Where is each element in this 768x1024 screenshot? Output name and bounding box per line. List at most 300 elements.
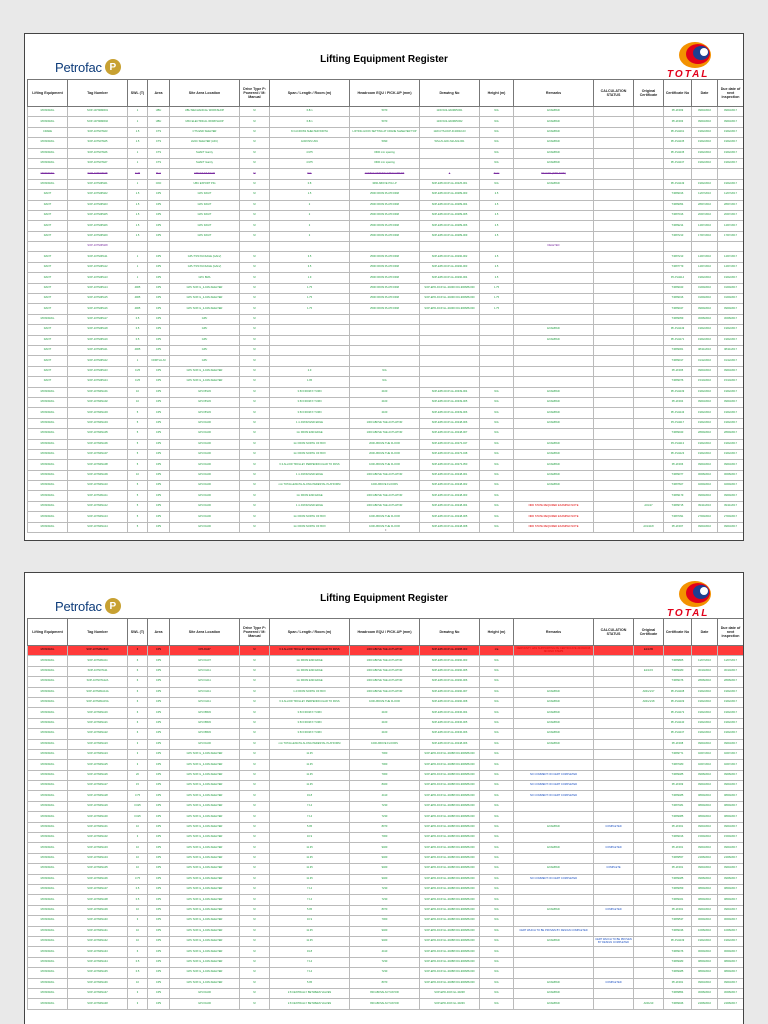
table-cell: N/A <box>480 491 514 501</box>
table-cell: EXAMPAD <box>514 988 594 998</box>
table-cell: GPU SOP-G_2-04N-SHELTER <box>170 781 240 791</box>
table-cell <box>594 283 634 293</box>
table-cell: N/A <box>480 677 514 687</box>
table-cell <box>514 273 594 283</box>
table-cell: PF-2F301 <box>664 905 692 915</box>
table-cell <box>420 377 480 387</box>
table-cell: 6.8m <box>270 107 350 117</box>
table-cell: PF-PH1149 <box>664 179 692 189</box>
table-cell: 3 <box>128 749 148 759</box>
table-cell: 2.5 <box>480 273 514 283</box>
table-cell: CPS <box>148 646 170 656</box>
table-row <box>28 697 744 707</box>
table-cell: 4410 <box>350 791 420 801</box>
table-cell: GPU SOP-G_2-04N-SHELTER <box>170 294 240 304</box>
table-cell: T4689461 <box>664 895 692 905</box>
table-cell: GPU SOP-G_2-04N-SHELTER <box>170 968 240 978</box>
table-cell: 14/07/2016 <box>692 221 718 231</box>
table-cell: M <box>240 127 270 137</box>
table-cell: MONORAIL <box>28 460 68 470</box>
table-row <box>28 107 744 117</box>
table-cell: NDD STATE REQUIRED EXAMPAD NOTE <box>514 501 594 511</box>
table-cell: CPS <box>148 677 170 687</box>
table-cell: CPS <box>148 708 170 718</box>
table-cell: 28/08/2017 <box>718 677 744 687</box>
table-cell: 02/07/2016 <box>692 749 718 759</box>
table-cell: 09/08/2016 <box>692 770 718 780</box>
table-row <box>28 148 744 158</box>
table-cell: CPS <box>148 729 170 739</box>
table-cell: CPS <box>148 210 170 220</box>
table-cell: 09/03/2017 <box>718 397 744 407</box>
table-cell <box>634 760 664 770</box>
table-cell: 2.8 CENTRALLY BETWEEN VALVES <box>270 999 350 1009</box>
table-cell: 1.75 <box>480 283 514 293</box>
table-cell: 0.25 <box>128 366 148 376</box>
table-cell: N/A <box>350 366 420 376</box>
table-cell: PF-PH1143 <box>664 408 692 418</box>
table-cell: 1.5 <box>128 200 148 210</box>
table-cell: GPU SOP-G_2-04N-SHELTER <box>170 853 240 863</box>
table-cell: CPS <box>148 781 170 791</box>
table-cell: N/A <box>480 884 514 894</box>
table-cell: T4689557 <box>664 853 692 863</box>
table-cell <box>128 242 148 252</box>
table-cell: SOP-107N0PA08 <box>68 242 128 252</box>
table-cell: T4689485 <box>664 770 692 780</box>
table-cell: 2500 FROM PLATFORM <box>350 304 420 314</box>
table-cell: MONORAIL <box>28 905 68 915</box>
table-cell <box>634 957 664 967</box>
table-cell: EXAMPAD <box>514 408 594 418</box>
table-cell: 30/10/2017 <box>718 666 744 676</box>
table-cell: 1 <box>128 107 148 117</box>
table-cell: M <box>240 978 270 988</box>
column-header: Remarks <box>514 80 594 107</box>
table-cell <box>634 926 664 936</box>
table-cell: 09/03/2016 <box>692 397 718 407</box>
table-row <box>28 138 744 148</box>
table-cell: 9460 <box>350 874 420 884</box>
table-cell: SOP-107N0PA14 <box>68 283 128 293</box>
table-cell <box>514 677 594 687</box>
table-cell: 9460 <box>350 864 420 874</box>
table-cell: 3.75 <box>128 874 148 884</box>
table-cell: UBU EXPORT PIG <box>170 179 240 189</box>
table-cell: 19/02/2016 <box>692 127 718 137</box>
table-cell: 2500 FROM PLATFORM <box>350 262 420 272</box>
table-cell: 7.14 <box>270 884 350 894</box>
table-cell: min TOTALLENGTH ALONG PEDESTAL PLATFORM <box>270 739 350 749</box>
table-cell <box>634 729 664 739</box>
table-row <box>28 408 744 418</box>
table-cell: 02/07/2017 <box>718 760 744 770</box>
table-cell: ACROSS UNU <box>270 138 350 148</box>
table-cell: 7060 <box>350 760 420 770</box>
table-cell: 09/03/2017 <box>718 739 744 749</box>
table-cell: MONORAIL <box>28 179 68 189</box>
table-cell: PF-PH1172 <box>664 708 692 718</box>
table-cell: 09/03/2016 <box>692 739 718 749</box>
table-cell: EXAMPAD <box>514 179 594 189</box>
table-cell: M <box>240 200 270 210</box>
table-cell: SOP-107N0NA12 <box>68 501 128 511</box>
table-cell <box>514 210 594 220</box>
table-cell: MONORAIL <box>28 158 68 168</box>
table-row <box>28 335 744 345</box>
table-cell: 08/09/2016 <box>692 884 718 894</box>
table-cell: PF-2F305 <box>664 366 692 376</box>
table-cell: T4689059 <box>664 884 692 894</box>
table-cell: SOP-107N0NA37 <box>68 884 128 894</box>
table-cell <box>594 999 634 1009</box>
table-cell: MONORAIL <box>28 988 68 998</box>
table-cell: SOP-EPD-DCP-GL-30288 001-900688-000 <box>420 801 480 811</box>
table-cell: N/A <box>480 833 514 843</box>
table-cell <box>594 439 634 449</box>
table-cell: PF-PH1171 <box>664 335 692 345</box>
table-cell: T4689715 <box>664 501 692 511</box>
table-cell: CPA DA07 <box>170 646 240 656</box>
table-cell: SOP-EPD-DCP-GL-30288 001-900688-000 <box>420 895 480 905</box>
table-cell: SOP-EPD-DCP-GL-30339-004 <box>420 387 480 397</box>
page-title: Lifting Equipment Register <box>320 593 448 604</box>
table-cell: 06/09/2016 <box>692 916 718 926</box>
table-cell <box>634 708 664 718</box>
table-row <box>28 158 744 168</box>
table-cell: M <box>240 470 270 480</box>
table-cell: DAVIT <box>28 221 68 231</box>
table-cell: M <box>240 666 270 676</box>
table-cell: CPS <box>148 884 170 894</box>
table-cell <box>634 314 664 324</box>
table-cell: SOP-107N0NA32 <box>68 833 128 843</box>
table-cell: 1m FROM END EDGE <box>270 491 350 501</box>
table-cell: GPU <box>170 356 240 366</box>
table-cell: 7.14 <box>270 801 350 811</box>
table-cell: CRANE <box>28 127 68 137</box>
table-cell: SOP-107N0PA13 <box>68 273 128 283</box>
table-cell <box>514 884 594 894</box>
table-row <box>28 843 744 853</box>
table-cell: CTS <box>148 158 170 168</box>
table-cell: 4965 <box>128 304 148 314</box>
table-cell <box>594 739 634 749</box>
table-cell: GPU TR3 PACKAGE (GALV) <box>170 262 240 272</box>
table-cell <box>594 210 634 220</box>
table-cell: CPS <box>148 262 170 272</box>
table-cell <box>420 345 480 355</box>
table-cell: 19/02/2017 <box>718 687 744 697</box>
table-cell: 09/11/2016 <box>692 501 718 511</box>
table-row <box>28 252 744 262</box>
table-cell <box>514 366 594 376</box>
table-cell: GPU SOP-G_2-04N-SHELTER <box>170 916 240 926</box>
table-row <box>28 460 744 470</box>
table-cell: N/A <box>480 138 514 148</box>
table-cell: SOP-EPD-DCP-GL-30288 001-900688-000 <box>420 864 480 874</box>
table-cell: 30/08/2016 <box>692 988 718 998</box>
table-cell: 30/08/2017 <box>718 314 744 324</box>
table-cell: CPS <box>148 801 170 811</box>
table-cell: SOP-EPD-DCP-GL-30288 001-900688-000 <box>420 978 480 988</box>
table-row <box>28 470 744 480</box>
table-cell: PF-PH1135 <box>664 138 692 148</box>
table-cell <box>594 791 634 801</box>
table-cell: N/A <box>480 988 514 998</box>
table-cell: SOP-107N0NA08 <box>68 460 128 470</box>
table-cell: SOP-107N0PA05 <box>68 210 128 220</box>
table-cell <box>634 252 664 262</box>
petrofac-emblem-icon: P <box>105 598 121 614</box>
table-cell <box>634 408 664 418</box>
table-cell: CPS <box>148 314 170 324</box>
table-cell: GPU SOP-G_2-04N-SHELTER <box>170 304 240 314</box>
table-cell: MONORAIL <box>28 397 68 407</box>
table-cell: 2100 <box>350 708 420 718</box>
table-cell <box>634 853 664 863</box>
table-cell: N/A <box>480 947 514 957</box>
table-cell: CPS <box>148 273 170 283</box>
table-cell: PF-PH1140 <box>664 718 692 728</box>
table-cell: T4689483 <box>664 957 692 967</box>
table-cell: GPU SOP-G_2-04N-SHELTER <box>170 812 240 822</box>
table-cell: 3.53 FROM P-TURN <box>270 729 350 739</box>
table-cell: SOP-107N0NA40 <box>68 916 128 926</box>
table-cell: SOP-EPD-DCP-GL-30290-003 <box>420 262 480 272</box>
table-cell: DAVIT <box>28 200 68 210</box>
table-cell: 1.95 <box>270 377 350 387</box>
table-cell: N/A <box>480 770 514 780</box>
table-cell: 2500 FROM PLATFORM <box>350 294 420 304</box>
table-row <box>28 210 744 220</box>
table-cell: 19/02/2017 <box>718 148 744 158</box>
table-row <box>28 864 744 874</box>
table-cell: 09/03/2016 <box>692 117 718 127</box>
table-cell: SOP-EPD-DCP-GL-30336-006 <box>420 729 480 739</box>
table-cell: M <box>240 158 270 168</box>
table-cell: M <box>240 697 270 707</box>
table-cell: 3 <box>128 988 148 998</box>
table-cell: GPU BB33 <box>170 729 240 739</box>
table-cell: 0600 mm spacing <box>350 148 420 158</box>
total-emblem-icon <box>661 577 733 611</box>
table-cell: 0.5 <box>128 884 148 894</box>
table-cell <box>594 314 634 324</box>
table-cell: MONORAIL <box>28 138 68 148</box>
table-cell: M <box>240 377 270 387</box>
table-cell: 0.8 <box>270 179 350 189</box>
table-row <box>28 895 744 905</box>
table-cell: T4687779 <box>664 262 692 272</box>
table-cell: SOP-EPD-DCP-GL-30288 001-900688-000 <box>420 770 480 780</box>
table-cell: MONORAIL <box>28 978 68 988</box>
table-cell: 1000 ABOVE THE ACTUATOR <box>350 491 420 501</box>
table-cell: DAVIT <box>28 294 68 304</box>
table-cell: GPU SOP-G_2-04N-SHELTER <box>170 377 240 387</box>
table-cell: 08/11/2017 <box>718 345 744 355</box>
table-cell: EXAMPAD <box>514 418 594 428</box>
table-row <box>28 874 744 884</box>
table-cell <box>420 314 480 324</box>
table-cell: SOP-EPD-DCP-GL-30288 001-900688-000 <box>420 791 480 801</box>
table-cell: MONORAIL <box>28 864 68 874</box>
table-cell: 09/11/2017 <box>718 501 744 511</box>
table-cell <box>634 377 664 387</box>
table-cell <box>514 957 594 967</box>
table-cell: A001/1/18 <box>634 697 664 707</box>
table-cell <box>594 304 634 314</box>
table-cell: 09/09/2016 <box>692 491 718 501</box>
table-cell: N/A <box>480 812 514 822</box>
table-cell: 19/02/2017 <box>718 708 744 718</box>
table-cell: CPS <box>148 916 170 926</box>
table-cell: T4689436 <box>664 926 692 936</box>
table-cell: 19/02/2016 <box>692 273 718 283</box>
table-cell <box>634 210 664 220</box>
table-cell <box>350 325 420 335</box>
table-cell <box>270 314 350 324</box>
table-cell: 7.14 <box>270 895 350 905</box>
table-cell: M <box>240 439 270 449</box>
table-cell: 3.53 FROM P-TURN <box>270 397 350 407</box>
table-cell: MONORAIL <box>28 408 68 418</box>
table-cell: GPU DA00 <box>170 460 240 470</box>
table-cell: 2000 ABOVE THE FLOOR <box>350 439 420 449</box>
table-cell: N/A <box>480 905 514 915</box>
table-cell: GPU DA11 <box>170 697 240 707</box>
table-cell: HMGSE MHVAC5 <box>170 169 240 179</box>
table-cell <box>594 200 634 210</box>
table-cell: MONORAIL <box>28 936 68 946</box>
table-cell: CPS <box>148 501 170 511</box>
table-cell: DAVIT <box>28 345 68 355</box>
table-cell: 01/09/2017 <box>718 294 744 304</box>
table-cell: MONORAIL <box>28 687 68 697</box>
table-cell: SOP-107N0PA11 <box>68 252 128 262</box>
table-cell: EXAMPAD <box>514 905 594 915</box>
table-cell: M <box>240 646 270 656</box>
table-cell: 2100 <box>350 408 420 418</box>
table-cell: SOP-107N0NA15A <box>68 697 128 707</box>
table-row <box>28 801 744 811</box>
table-cell: 09/03/2016 <box>692 843 718 853</box>
table-cell: CPS <box>148 739 170 749</box>
table-cell: 14/07/2017 <box>718 221 744 231</box>
table-cell: EXAMPAD <box>514 127 594 137</box>
table-cell: 2100 <box>350 729 420 739</box>
column-header: SWL (T) <box>128 619 148 646</box>
table-row <box>28 853 744 863</box>
table-cell: 1m FROM END EDGE <box>270 677 350 687</box>
table-cell: CPS <box>148 429 170 439</box>
table-cell: PF-2F301 <box>664 978 692 988</box>
table-cell: 01/09/2017 <box>718 283 744 293</box>
table-cell: T4687213 <box>664 252 692 262</box>
table-cell: M <box>240 905 270 915</box>
table-cell: 5 <box>128 408 148 418</box>
table-cell: PF-PH1108 <box>664 687 692 697</box>
table-row <box>28 957 744 967</box>
table-cell: M <box>240 677 270 687</box>
table-cell: NO COMMENT ON CERT COMPLETED <box>514 781 594 791</box>
table-cell: 09/08/2017 <box>718 874 744 884</box>
table-row <box>28 926 744 936</box>
table-cell: M <box>240 449 270 459</box>
table-cell: 19/02/2016 <box>692 148 718 158</box>
table-cell: 7060 <box>350 833 420 843</box>
table-cell: 15/10/2017 <box>718 377 744 387</box>
table-cell: M <box>240 190 270 200</box>
table-cell: PF-PH1117 <box>664 418 692 428</box>
table-cell: SOP-EPD-DCP-GL-30273-047 <box>420 439 480 449</box>
table-cell: GPU DA00 <box>170 999 240 1009</box>
table-cell <box>350 345 420 355</box>
table-cell: SOP-EPD-DCP-GL-30290-003 <box>420 656 480 666</box>
table-cell <box>594 117 634 127</box>
table-row <box>28 936 744 946</box>
table-cell: 10 <box>128 843 148 853</box>
table-cell: 1.5 <box>128 231 148 241</box>
column-header: Tag Number <box>68 619 128 646</box>
table-cell <box>594 512 634 522</box>
table-cell: MONORAIL <box>28 439 68 449</box>
table-cell: CPS <box>148 449 170 459</box>
table-cell: T4689485 <box>664 874 692 884</box>
table-cell: M <box>240 522 270 532</box>
table-cell: MONORAIL <box>28 117 68 127</box>
table-cell: SOP-107N0NA10 <box>68 481 128 491</box>
table-cell: SOP-EPD-DCP-GL-30336-004 <box>420 708 480 718</box>
table-cell: GPU TR3 PACKAGE (GALV) <box>170 252 240 262</box>
table-cell: SOP-107N0PA24 <box>68 377 128 387</box>
table-cell <box>634 273 664 283</box>
table-cell <box>594 408 634 418</box>
table-cell: 19/02/2016 <box>692 936 718 946</box>
table-cell <box>514 760 594 770</box>
table-cell: SOP-107N0PA15 <box>68 294 128 304</box>
table-cell: GPU DA00 <box>170 988 240 998</box>
table-cell: M <box>240 356 270 366</box>
table-row <box>28 429 744 439</box>
table-cell: CPS <box>148 491 170 501</box>
table-cell: M <box>240 501 270 511</box>
table-cell: 7.14 <box>270 812 350 822</box>
table-cell: N/A <box>480 968 514 978</box>
table-cell: 9460 <box>350 843 420 853</box>
table-cell: M <box>240 387 270 397</box>
table-cell: 19/02/2016 <box>692 387 718 397</box>
table-cell: 11.35 <box>270 874 350 884</box>
table-cell: CPS <box>148 200 170 210</box>
table-cell: 7.14 <box>270 968 350 978</box>
table-row <box>28 947 744 957</box>
table-cell: 19/02/2017 <box>718 729 744 739</box>
table-cell: N/A <box>480 874 514 884</box>
table-cell <box>420 325 480 335</box>
column-header: Height (m) <box>480 619 514 646</box>
table-cell: SOP-107N0NA11 <box>68 656 128 666</box>
table-cell: 7230 <box>350 801 420 811</box>
table-cell <box>594 449 634 459</box>
table-cell: M <box>240 314 270 324</box>
table-cell <box>420 148 480 158</box>
table-cell: WS-HV-ADC-M2-A02-001 <box>420 138 480 148</box>
table-cell: 1000 ABOVE FLOORS <box>350 481 420 491</box>
table-cell <box>594 812 634 822</box>
table-cell: GPU BS33 <box>170 397 240 407</box>
table-row <box>28 770 744 780</box>
